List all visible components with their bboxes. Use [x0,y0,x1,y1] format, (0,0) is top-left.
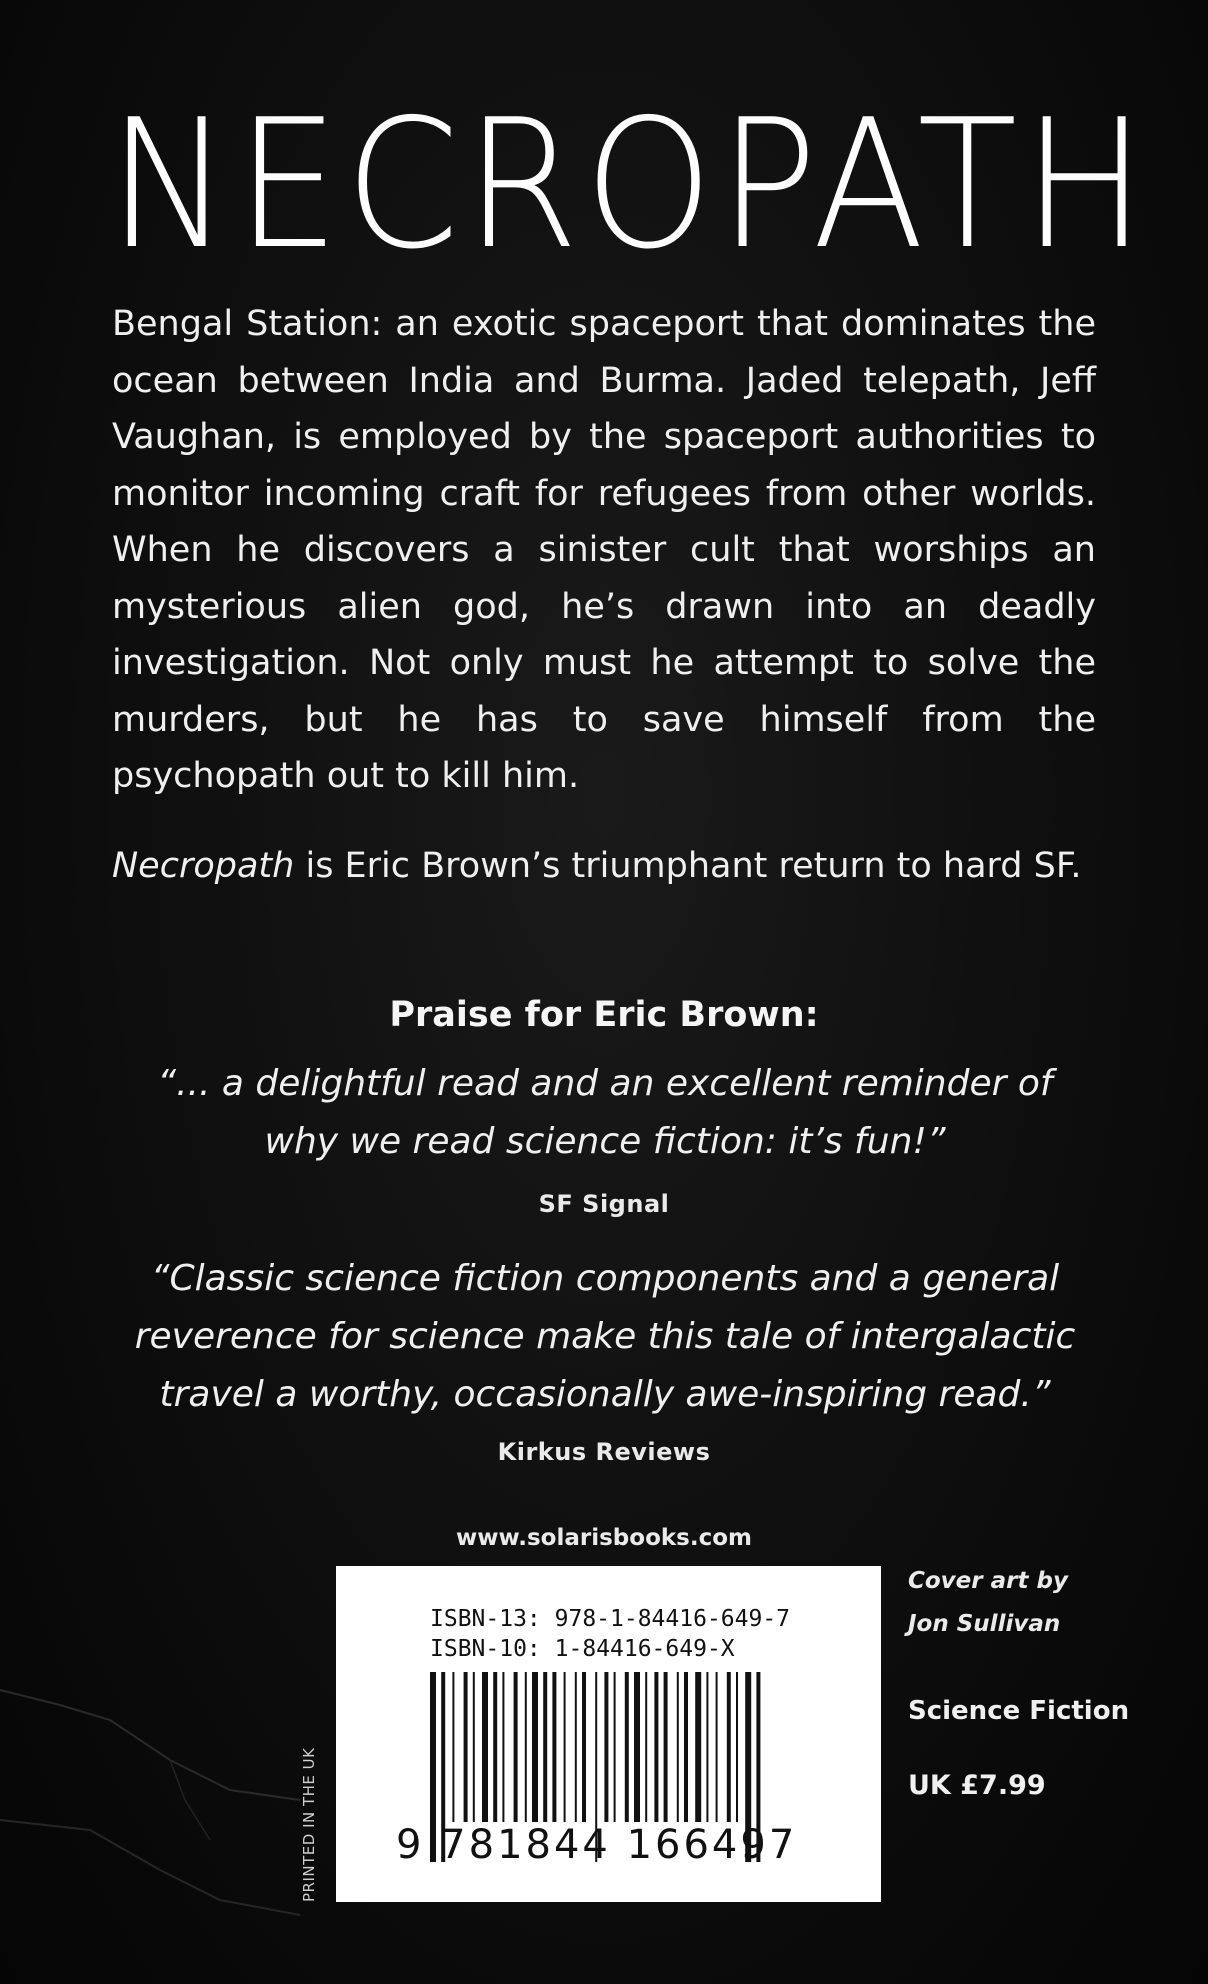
barcode-bar [525,1672,527,1822]
barcode-bar [684,1672,688,1822]
barcode-bar [736,1672,738,1822]
isbn-10: ISBN-10: 1-84416-649-X [430,1636,735,1662]
barcode-bar [582,1672,586,1822]
tagline-rest: is Eric Brown’s triumphant return to hard SF. [294,846,1082,886]
barcode-bar [482,1672,488,1822]
barcode-bar [532,1672,538,1822]
review-quote: “Classic science fiction components and a general reverence for science make this tale of intergalactic travel a worthy, occasionally awe-inspiring read.” [134,1258,1076,1415]
praise-heading: Praise for Eric Brown: [389,995,819,1035]
barcode-bar [677,1672,679,1822]
barcode-bar [614,1672,616,1822]
barcode-bar [493,1672,497,1822]
cover-art-label: Cover art by [908,1568,1068,1594]
tagline-book-title: Necropath [112,846,295,886]
review-source: SF Signal [538,1190,670,1218]
barcode-bar [502,1672,504,1822]
barcode-label [336,1566,881,1902]
barcode-bar [727,1672,731,1822]
barcode-bar [716,1672,718,1822]
barcode-bar [452,1672,454,1822]
barcode-bar [552,1672,556,1822]
isbn-13: ISBN-13: 978-1-84416-649-7 [430,1606,791,1632]
barcode-bar [634,1672,640,1822]
barcode-bar [645,1672,647,1822]
cover-artist-name: Jon Sullivan [908,1611,1061,1637]
barcode-bar [625,1672,629,1822]
review-quote: “... a delightful read and an excellent reminder of why we read science fiction: it’s fun!” [157,1063,1053,1162]
barcode-bar [514,1672,518,1822]
barcode-bar [654,1672,658,1822]
printed-in-note: PRINTED IN THE UK [300,1747,318,1902]
publisher-website: www.solarisbooks.com [455,1525,752,1551]
barcode-bar [695,1672,701,1822]
barcode-bar [575,1672,577,1822]
barcode-bar [543,1672,547,1822]
barcode-bar [664,1672,668,1822]
review-source: Kirkus Reviews [497,1438,711,1466]
price-label: UK £7.99 [908,1770,1046,1801]
synopsis-text: Bengal Station: an exotic spaceport that dominates the ocean between India and Burma. Jaded telepath, Jeff Vaughan, is employed by the spaceport authorities to monitor incoming craft for refugees from other worlds. When he discovers a sinister cult that worships an mysterious alien god, he’s drawn into an deadly investigation. Not only must he attempt to solve the murders, but he has to save himself from the psychopath out to kill him. [112,304,1096,796]
genre-label: Science Fiction [908,1696,1130,1726]
book-title: NECROPATH [108,81,1152,288]
barcode-bar [464,1672,468,1822]
barcode-bar [604,1672,608,1822]
barcode-bar [706,1672,708,1822]
barcode-bar [564,1672,566,1822]
barcode-digits: 9 781844 166497 [396,1822,798,1868]
barcode-bar [473,1672,475,1822]
tagline-text [112,836,1096,896]
